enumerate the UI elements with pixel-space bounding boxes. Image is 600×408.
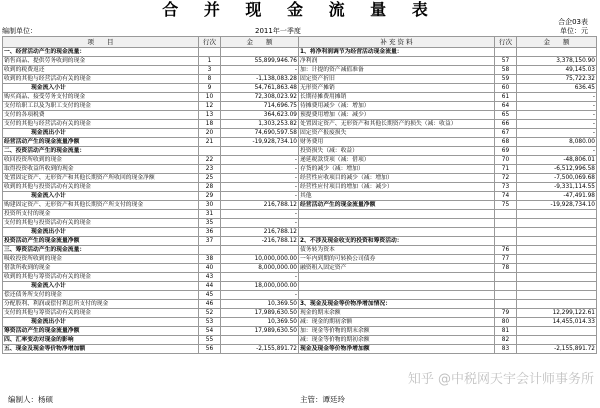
item-cell: 借款所收到的现金 (3, 264, 199, 273)
supplement-amount-cell (517, 327, 597, 336)
supplement-item-cell: 加：现金等价物的期末余额 (299, 327, 495, 336)
supplement-amount-cell: 14,455,014.33 (517, 318, 597, 327)
supplement-line-cell: 79 (495, 309, 517, 318)
amount-cell (221, 246, 299, 255)
table-row (3, 156, 597, 165)
supplement-amount-cell (517, 273, 597, 282)
amount-cell: - (221, 174, 299, 183)
item-cell: 经营活动产生的现金流量净额 (3, 138, 199, 147)
supplement-line-cell (495, 273, 517, 282)
amount-cell: 10,369.50 (221, 318, 299, 327)
line-number-cell: 40 (199, 264, 221, 273)
line-number-cell: 29 (199, 192, 221, 201)
line-number-cell (199, 246, 221, 255)
supplement-amount-cell (517, 336, 597, 345)
supplement-line-cell: 73 (495, 183, 517, 192)
supplement-amount-cell: -48,806.01 (517, 156, 597, 165)
supplement-line-cell: 80 (495, 318, 517, 327)
supplement-line-cell: 64 (495, 102, 517, 111)
item-cell: 二、投资活动产生的现金流量： (3, 147, 199, 156)
supplement-item-cell (299, 228, 495, 237)
form-number: 合企03表 (558, 18, 588, 26)
table-row (3, 210, 597, 219)
table-row (3, 336, 597, 345)
supplement-line-cell: 68 (495, 138, 517, 147)
report-period: 2011年一季度 (255, 27, 301, 35)
supplement-item-cell: 递延税款贷项（减：借项） (299, 156, 495, 165)
amount-cell: - (221, 156, 299, 165)
table-row (3, 165, 597, 174)
amount-cell: - (221, 291, 299, 300)
supplement-line-cell: 70 (495, 156, 517, 165)
line-number-cell: 46 (199, 300, 221, 309)
amount-cell: - (221, 273, 299, 282)
supplement-amount-cell: - (517, 111, 597, 120)
supplement-item-cell: 2、不涉及现金收支的投资和筹资活动： (299, 237, 495, 246)
supplement-amount-cell: 3,378,150.90 (517, 57, 597, 66)
line-number-cell: 45 (199, 291, 221, 300)
table-row (3, 84, 597, 93)
supplement-line-cell: 78 (495, 264, 517, 273)
item-cell: 收到的其他与筹资活动有关的现金 (3, 273, 199, 282)
amount-cell (221, 336, 299, 345)
line-number-cell: 21 (199, 138, 221, 147)
item-cell: 现金流入小计 (3, 192, 199, 201)
supplement-item-cell (299, 219, 495, 228)
supplement-item-cell: 财务费用 (299, 138, 495, 147)
supplement-line-cell: 83 (495, 345, 517, 354)
line-number-cell: 56 (199, 345, 221, 354)
report-title: 合 并 现 金 流 量 表 (162, 0, 438, 19)
supplement-line-cell: 82 (495, 336, 517, 345)
supplement-item-cell: 融资租入固定资产 (299, 264, 495, 273)
item-cell: 筹资活动产生的现金流量净额 (3, 327, 199, 336)
line-number-cell: 1 (199, 57, 221, 66)
table-row (3, 102, 597, 111)
supplement-amount-cell: 12,299,122.61 (517, 309, 597, 318)
line-number-cell: 12 (199, 102, 221, 111)
supplement-item-cell: 3、现金及现金等价物净增加情况： (299, 300, 495, 309)
amount-cell: 10,000,000.00 (221, 255, 299, 264)
item-cell: 现金流出小计 (3, 129, 199, 138)
line-number-cell: 23 (199, 165, 221, 174)
supplement-amount-cell: - (517, 147, 597, 156)
table-row (3, 93, 597, 102)
table-row (3, 201, 597, 210)
supplement-item-cell: 减：现金等价物的期初余额 (299, 336, 495, 345)
supplement-line-cell: 67 (495, 129, 517, 138)
supplement-line-cell: 77 (495, 255, 517, 264)
supplement-item-cell: 处置固定资产、无形资产和其他长期资产的损失（减：收益） (299, 120, 495, 129)
table-row (3, 264, 597, 273)
supplement-item-cell: 固定资产报废损失 (299, 129, 495, 138)
table-row (3, 345, 597, 354)
supplement-amount-cell: - (517, 129, 597, 138)
supplement-item-cell: 预提费用增加（减：减少） (299, 111, 495, 120)
supplement-line-cell (495, 219, 517, 228)
item-cell: 投资活动产生的现金流量净额 (3, 237, 199, 246)
supplement-amount-cell (517, 264, 597, 273)
table-row (3, 327, 597, 336)
header-line: 行次 (199, 37, 221, 48)
table-row (3, 183, 597, 192)
supplement-line-cell: 65 (495, 111, 517, 120)
item-cell: 收到的其他与经营活动有关的现金 (3, 75, 199, 84)
supplement-amount-cell: 8,080.00 (517, 138, 597, 147)
table-row (3, 309, 597, 318)
table-row (3, 129, 597, 138)
table-row (3, 57, 597, 66)
item-cell: 现金流出小计 (3, 318, 199, 327)
item-cell: 支付的各项税费 (3, 111, 199, 120)
amount-cell: 72,308,023.92 (221, 93, 299, 102)
line-number-cell (199, 147, 221, 156)
supplement-amount-cell: 75,722.32 (517, 75, 597, 84)
header-item: 项 目 (3, 37, 199, 48)
item-cell: 购买商品、接受劳务支付的现金 (3, 93, 199, 102)
line-number-cell: 38 (199, 255, 221, 264)
supplement-amount-cell: -6,512,996.58 (517, 165, 597, 174)
supplement-item-cell: 存货的减少（减：增加） (299, 165, 495, 174)
supplement-amount-cell (517, 255, 597, 264)
amount-cell: -1,138,083.28 (221, 75, 299, 84)
line-number-cell: 28 (199, 183, 221, 192)
supplement-amount-cell (517, 219, 597, 228)
item-cell: 四、汇率变动对现金的影响 (3, 336, 199, 345)
supplement-line-cell: 81 (495, 327, 517, 336)
table-row (3, 174, 597, 183)
amount-cell: - (221, 219, 299, 228)
table-row (3, 255, 597, 264)
header-amount-2: 金 额 (517, 37, 597, 48)
amount-cell: 54,761,863.48 (221, 84, 299, 93)
supplement-amount-cell (517, 210, 597, 219)
supplement-line-cell: 66 (495, 120, 517, 129)
supplement-item-cell: 其他 (299, 192, 495, 201)
line-number-cell: 22 (199, 156, 221, 165)
item-cell: 收到的其他与投资活动有关的现金 (3, 183, 199, 192)
supplement-amount-cell (517, 291, 597, 300)
supplement-item-cell: 固定资产折旧 (299, 75, 495, 84)
line-number-cell: 53 (199, 318, 221, 327)
supplement-line-cell (495, 237, 517, 246)
supplement-amount-cell (517, 48, 597, 57)
table-row (3, 48, 597, 57)
supplement-line-cell: 58 (495, 66, 517, 75)
table-row (3, 246, 597, 255)
item-cell: 支付的其他与经营活动有关的现金 (3, 120, 199, 129)
amount-cell: - (221, 165, 299, 174)
item-cell: 收回投资所收到的现金 (3, 156, 199, 165)
supplement-item-cell: 债务转为资本 (299, 246, 495, 255)
supplement-line-cell: 74 (495, 192, 517, 201)
supplement-line-cell: 61 (495, 93, 517, 102)
line-number-cell: 30 (199, 201, 221, 210)
supplement-amount-cell (517, 300, 597, 309)
item-cell: 三、筹资活动产生的现金流量： (3, 246, 199, 255)
item-cell: 购建固定资产、无形资产和其他长期资产所支付的现金 (3, 201, 199, 210)
supplement-line-cell (495, 291, 517, 300)
item-cell: 现金流出小计 (3, 228, 199, 237)
table-header (3, 37, 597, 48)
supplement-amount-cell: -9,331,114.55 (517, 183, 597, 192)
supplement-item-cell: 现金及现金等价物净增加额 (299, 345, 495, 354)
supplement-line-cell (495, 282, 517, 291)
header-line-2: 行次 (495, 37, 517, 48)
table-row (3, 138, 597, 147)
supplement-item-cell (299, 210, 495, 219)
table-row (3, 192, 597, 201)
table-row (3, 228, 597, 237)
line-number-cell: 44 (199, 282, 221, 291)
line-number-cell: 54 (199, 327, 221, 336)
supplement-amount-cell: -2,155,891.72 (517, 345, 597, 354)
amount-cell (221, 48, 299, 57)
amount-cell: 1,303,253.82 (221, 120, 299, 129)
supplement-amount-cell (517, 237, 597, 246)
supplement-line-cell: 71 (495, 165, 517, 174)
supplement-line-cell: 72 (495, 174, 517, 183)
org-label: 编制单位： (2, 27, 37, 35)
line-number-cell: 13 (199, 111, 221, 120)
amount-cell: 17,989,630.50 (221, 309, 299, 318)
amount-cell: - (221, 66, 299, 75)
item-cell: 支付的其他与投资活动有关的现金 (3, 219, 199, 228)
table-row (3, 318, 597, 327)
line-number-cell: 10 (199, 93, 221, 102)
supplement-amount-cell (517, 282, 597, 291)
amount-cell: -216,788.12 (221, 237, 299, 246)
amount-cell: -19,928,734.10 (221, 138, 299, 147)
item-cell: 收到的税费返还 (3, 66, 199, 75)
amount-cell: - (221, 210, 299, 219)
unit-label: 单位：元 (560, 27, 588, 35)
supplement-line-cell: 60 (495, 84, 517, 93)
line-number-cell: 9 (199, 84, 221, 93)
amount-cell: 10,369.50 (221, 300, 299, 309)
amount-cell: 55,899,946.76 (221, 57, 299, 66)
line-number-cell: 55 (199, 336, 221, 345)
supplement-amount-cell: -19,928,734.10 (517, 201, 597, 210)
supplement-line-cell: 69 (495, 147, 517, 156)
supplement-amount-cell: 49,145.03 (517, 66, 597, 75)
supplement-item-cell: 投资损失（减：收益） (299, 147, 495, 156)
supplement-line-cell: 59 (495, 75, 517, 84)
amount-cell: 8,000,000.00 (221, 264, 299, 273)
table-row (3, 282, 597, 291)
item-cell: 分配股利、利润或偿付利息所支付的现金 (3, 300, 199, 309)
supplement-item-cell: 无形资产摊销 (299, 84, 495, 93)
supplement-amount-cell: -47,491.98 (517, 192, 597, 201)
supplement-item-cell (299, 273, 495, 282)
amount-cell: 714,696.75 (221, 102, 299, 111)
supplement-line-cell (495, 48, 517, 57)
line-number-cell: 3 (199, 66, 221, 75)
line-number-cell: 52 (199, 309, 221, 318)
supplement-item-cell: 经营活动产生的现金流量净额 (299, 201, 495, 210)
item-cell: 取得投资收益所收到的现金 (3, 165, 199, 174)
amount-cell: 17,989,630.50 (221, 327, 299, 336)
amount-cell: 74,690,597.58 (221, 129, 299, 138)
line-number-cell (199, 48, 221, 57)
supplement-item-cell: 经营性应付项目的增加（减：减少） (299, 183, 495, 192)
supplement-amount-cell: 636.45 (517, 84, 597, 93)
amount-cell (221, 147, 299, 156)
table-row (3, 291, 597, 300)
supplement-item-cell: 加：计提的资产减值准备 (299, 66, 495, 75)
item-cell: 处置固定资产、无形资产和其他长期资产所收回的现金净额 (3, 174, 199, 183)
amount-cell: 364,623.09 (221, 111, 299, 120)
item-cell: 投资所支付的现金 (3, 210, 199, 219)
header-supplement: 补 充 资 料 (299, 37, 495, 48)
supplement-line-cell: 57 (495, 57, 517, 66)
table-row (3, 111, 597, 120)
amount-cell: 216,788.12 (221, 228, 299, 237)
supplement-item-cell: 一年内到期的可转换公司债券 (299, 255, 495, 264)
supplement-item-cell: 待摊费用减少（减：增加） (299, 102, 495, 111)
item-cell: 支付给职工以及为职工支付的现金 (3, 102, 199, 111)
item-cell: 偿还债务所支付的现金 (3, 291, 199, 300)
supplement-item-cell: 经营性应收项目的减少（减：增加） (299, 174, 495, 183)
cash-flow-table (2, 36, 597, 354)
line-number-cell: 25 (199, 174, 221, 183)
supplement-item-cell: 减：现金的期初余额 (299, 318, 495, 327)
amount-cell: -2,155,891.72 (221, 345, 299, 354)
table-row (3, 237, 597, 246)
line-number-cell: 31 (199, 210, 221, 219)
line-number-cell: 36 (199, 228, 221, 237)
supplement-amount-cell: - (517, 102, 597, 111)
supplement-item-cell: 1、将净利润调节为经营活动现金流量： (299, 48, 495, 57)
supplement-line-cell: 75 (495, 201, 517, 210)
line-number-cell: 20 (199, 129, 221, 138)
table-row (3, 147, 597, 156)
line-number-cell: 43 (199, 273, 221, 282)
item-cell: 吸收投资所收到的现金 (3, 255, 199, 264)
amount-cell: 18,000,000.00 (221, 282, 299, 291)
supplement-item-cell: 净利润 (299, 57, 495, 66)
item-cell: 一、经营活动产生的现金流量： (3, 48, 199, 57)
supplement-item-cell (299, 282, 495, 291)
supplement-amount-cell (517, 246, 597, 255)
table-row (3, 66, 597, 75)
amount-cell: - (221, 192, 299, 201)
line-number-cell: 8 (199, 75, 221, 84)
supplement-item-cell: 现金的期末余额 (299, 309, 495, 318)
supplement-line-cell (495, 228, 517, 237)
supplement-line-cell (495, 210, 517, 219)
item-cell: 现金流入小计 (3, 282, 199, 291)
supplement-line-cell (495, 300, 517, 309)
table-row (3, 75, 597, 84)
header-amount: 金 额 (221, 37, 299, 48)
line-number-cell: 35 (199, 219, 221, 228)
supplement-line-cell: 76 (495, 246, 517, 255)
table-row (3, 300, 597, 309)
item-cell: 五、现金及现金等价物净增加额 (3, 345, 199, 354)
preparer: 编制人：杨硕 (8, 395, 53, 404)
item-cell: 现金流入小计 (3, 84, 199, 93)
watermark: 知乎 @中税网天宇会计师事务所 (407, 372, 594, 387)
item-cell: 支付的其他与筹资活动有关的现金 (3, 309, 199, 318)
supplement-amount-cell: - (517, 93, 597, 102)
table-row (3, 219, 597, 228)
supplement-item-cell: 长期待摊费用摊销 (299, 93, 495, 102)
supplement-amount-cell: - (517, 120, 597, 129)
supplement-item-cell (299, 291, 495, 300)
supplement-amount-cell: -7,500,069.68 (517, 174, 597, 183)
supervisor: 主管：谭廷玲 (300, 395, 345, 404)
amount-cell: - (221, 183, 299, 192)
amount-cell: 216,788.12 (221, 201, 299, 210)
item-cell: 销售商品、提供劳务收到的现金 (3, 57, 199, 66)
supplement-amount-cell (517, 228, 597, 237)
table-row (3, 273, 597, 282)
line-number-cell: 18 (199, 120, 221, 129)
line-number-cell: 37 (199, 237, 221, 246)
table-row (3, 120, 597, 129)
